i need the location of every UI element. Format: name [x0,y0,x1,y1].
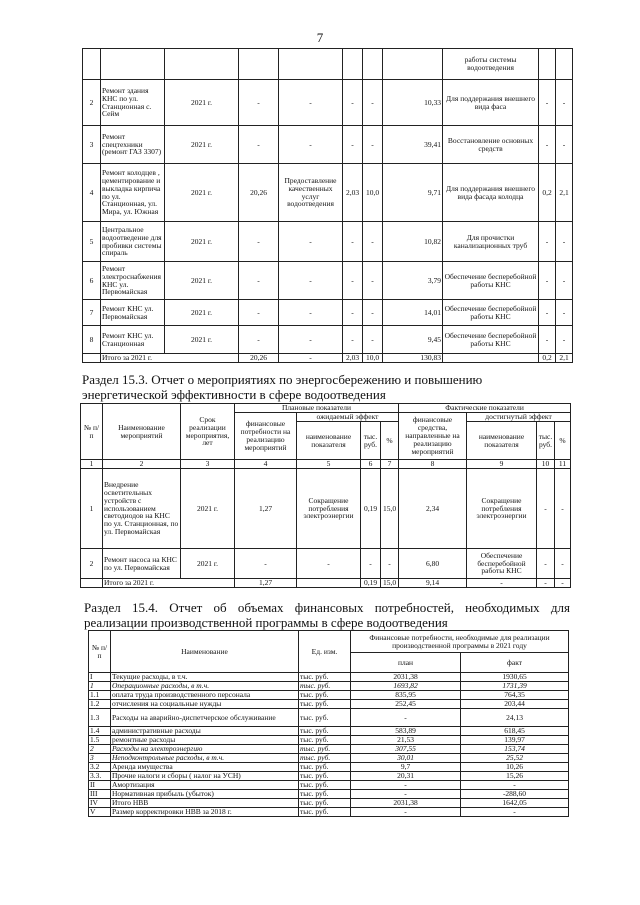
table-cell: - [279,326,343,354]
table-cell: 15,0 [381,469,399,549]
row-name: Размер корректировки НВВ за 2018 г. [111,808,299,817]
table-row [89,682,569,691]
row-term: 2021 г. [181,469,235,549]
table-cell: - [279,222,343,262]
table-cell: - [239,222,279,262]
heading-line: реализации производственной программы в сфере водоотведения [84,615,448,630]
row-plan: 30,01 [351,754,461,763]
row-year: 2021 г. [165,262,239,300]
row-fact: -288,60 [461,790,569,799]
table-cell: - [467,579,537,588]
column-number: 7 [381,460,399,469]
row-name: Ремонт электроснабжения КНС ул. Первомайская [101,262,165,300]
row-number: 3 [89,754,111,763]
table-cell: 15,0 [381,579,399,588]
row-name: Ремонт КНС ул. Станционная [101,326,165,354]
table-cell: - [279,80,343,126]
table-row [83,164,573,222]
row-unit: тыс. руб. [299,763,351,772]
table-cell: 2,34 [399,469,467,549]
table-cell: - [539,300,556,326]
column-number: 2 [103,460,181,469]
table-cell: 0,2 [539,164,556,222]
row-purpose: Восстановление основных средств [443,126,539,164]
row-fact: 618,45 [461,727,569,736]
row-year: 2021 г. [165,164,239,222]
table-cell: - [343,80,363,126]
row-number: 8 [83,326,101,354]
table-cell: - [363,126,383,164]
col-ind-name2: наименование показателя [467,422,537,460]
row-fact: - [461,808,569,817]
table-cell: 130,83 [383,354,443,363]
row-plan: 835,95 [351,691,461,700]
column-number: 11 [555,460,571,469]
row-unit: тыс. руб. [299,781,351,790]
row-fact: 153,74 [461,745,569,754]
table-row [81,549,571,579]
table-cell: - [343,300,363,326]
col-pct: % [381,422,399,460]
table-row [89,736,569,745]
table-cell: - [279,262,343,300]
table-cell: 2,03 [343,354,363,363]
table-row [89,808,569,817]
table-row [89,754,569,763]
row-unit: тыс. руб. [299,673,351,682]
repairs-table [82,48,573,363]
row-unit: тыс. руб. [299,700,351,709]
row-plan: 583,89 [351,727,461,736]
table-cell: 20,26 [239,354,279,363]
table-cell: Сокращение потребления электроэнергии [467,469,537,549]
row-name: ремонтные расходы [111,736,299,745]
row-purpose: Для прочистки канализационных труб [443,222,539,262]
table-cell: - [381,549,399,579]
table-cell: - [343,326,363,354]
row-number: 1.4 [89,727,111,736]
row-unit: тыс. руб. [299,682,351,691]
row-plan: 2031,38 [351,673,461,682]
row-unit: тыс. руб. [299,709,351,727]
table-row [89,763,569,772]
table-cell: - [361,549,381,579]
row-number: 3.3. [89,772,111,781]
col-ind-name: наименование показателя [297,422,361,460]
table-row [89,799,569,808]
table-row [81,460,571,469]
row-name: отчисления на социальные нужды [111,700,299,709]
row-name: Аренда имущества [111,763,299,772]
table-row [89,709,569,727]
row-plan: 307,55 [351,745,461,754]
row-plan: 21,53 [351,736,461,745]
cont-text: работы системы водоотведения [443,49,539,80]
table-cell: Предоставление качественных услуг водоотведения [279,164,343,222]
table-cell: - [537,579,555,588]
row-fact: 764,35 [461,691,569,700]
row-number: I [89,673,111,682]
row-name: Нормативная прибыль (убыток) [111,790,299,799]
heading-line: Раздел 15.3. Отчет о мероприятиях по энергосбережению и повышению [82,372,483,387]
column-number: 6 [361,460,381,469]
table-cell: - [239,126,279,164]
table-row [83,326,573,354]
table-cell: - [343,126,363,164]
table-cell: - [556,222,573,262]
table-cell: - [537,469,555,549]
row-plan: - [351,790,461,799]
row-name: Ремонт здания КНС по ул. Станционная с. Сейм [101,80,165,126]
row-unit: тыс. руб. [299,727,351,736]
row-purpose: Обеспечение бесперебойной работы КНС [443,326,539,354]
table-row [81,469,571,549]
row-year: 2021 г. [165,80,239,126]
table-cell: - [539,326,556,354]
table-cell [443,354,539,363]
row-number: V [89,808,111,817]
table-cell: 0,19 [361,579,381,588]
table-cell: 39,41 [383,126,443,164]
table-row [89,781,569,790]
column-number: 9 [467,460,537,469]
column-number: 5 [297,460,361,469]
table-row [83,354,573,363]
section-15-3-heading [82,372,572,402]
table-cell: - [363,300,383,326]
table-cell: 0,19 [361,469,381,549]
table-cell: - [539,80,556,126]
row-name: Ремонт колодцев , цементирование и выкладка кирпича по ул. Станционная, ул. Мира, ул. Южная [101,164,165,222]
table-row [83,126,573,164]
col-fin-fact: финансовые средства, направленные на реализацию мероприятий [399,413,467,460]
row-number: 3 [83,126,101,164]
col-fin: Финансовые потребности, необходимые для реализации производственной программы в 2021 году [351,631,569,653]
row-fact: - [461,781,569,790]
table-cell: - [343,222,363,262]
row-unit: тыс. руб. [299,799,351,808]
table-cell: 3,79 [383,262,443,300]
financial-needs-table [88,630,569,817]
table-cell: - [363,222,383,262]
row-fact: 1731,39 [461,682,569,691]
table-row [89,700,569,709]
row-purpose: Обеспечение бесперебойной работы КНС [443,262,539,300]
row-unit: тыс. руб. [299,754,351,763]
row-number: 1 [89,682,111,691]
table-row [89,691,569,700]
col-tys: тыс. руб. [361,422,381,460]
column-number: 10 [537,460,555,469]
table-cell: - [556,300,573,326]
row-name: Итого НВВ [111,799,299,808]
heading-line: энергетической эффективности в сфере водоотведения [82,387,386,402]
table-cell: 6,80 [399,549,467,579]
row-name: Ремонт насоса на КНС по ул. Первомайская [103,549,181,579]
col-no: № п/ п [81,404,103,460]
row-name: Расходы на электроэнергию [111,745,299,754]
row-number: 1.1 [89,691,111,700]
section-15-4-heading [84,600,570,630]
table-row [83,80,573,126]
table-cell: - [556,126,573,164]
row-fact: 1642,05 [461,799,569,808]
row-number: 3.2 [89,763,111,772]
row-number: IV [89,799,111,808]
table-cell: - [539,222,556,262]
row-number: 2 [81,549,103,579]
table-cell: - [556,80,573,126]
column-number: 8 [399,460,467,469]
row-number: III [89,790,111,799]
row-fact: 10,26 [461,763,569,772]
row-plan: 2031,38 [351,799,461,808]
col-ach-eff: достигнутый эффект [467,413,571,422]
col-tys2: тыс. руб. [537,422,555,460]
table-row [89,673,569,682]
col-fin-plan: финансовые потребности на реализацию мероприятий [235,413,297,460]
table-cell: - [239,326,279,354]
table-cell: - [363,326,383,354]
column-number: 3 [181,460,235,469]
row-year: 2021 г. [165,326,239,354]
table-cell: - [363,80,383,126]
table-cell: - [555,579,571,588]
table-cell: - [279,126,343,164]
table-cell: Обеспечение бесперебойной работы КНС [467,549,537,579]
row-plan: 252,45 [351,700,461,709]
row-number: 1.5 [89,736,111,745]
row-number: 2 [89,745,111,754]
col-fact: факт [461,653,569,673]
table-row [89,790,569,799]
row-unit: тыс. руб. [299,745,351,754]
heading-line: Раздел 15.4. Отчет об объемах финансовых потребностей, необходимых для [84,600,570,615]
table-cell: - [235,549,297,579]
table-cell: 2,03 [343,164,363,222]
table-cell: 2,1 [556,164,573,222]
table-cell: 1,27 [235,469,297,549]
row-name: Центральное водоотведение для пробивки системы спираль [101,222,165,262]
row-name: оплата труда производственного персонала [111,691,299,700]
table-row [83,49,573,80]
table-cell: 9,45 [383,326,443,354]
row-name: Внедрение осветительных устройств с использованием светодиодов на КНС по ул. Станционная, по ул. Первомайская [103,469,181,549]
table-row [89,727,569,736]
row-year: 2021 г. [165,300,239,326]
table-cell: - [343,262,363,300]
table-cell: - [555,549,571,579]
table-cell: - [279,300,343,326]
row-name: Текущие расходы, в т.ч. [111,673,299,682]
table-cell: Сокращение потребления электроэнергии [297,469,361,549]
row-number: 1.3 [89,709,111,727]
row-unit: тыс. руб. [299,772,351,781]
row-name: административные расходы [111,727,299,736]
row-number: II [89,781,111,790]
col-plan: план [351,653,461,673]
table-cell: - [556,326,573,354]
row-number: 2 [83,80,101,126]
table-cell: 9,14 [399,579,467,588]
table-cell: - [239,262,279,300]
page-number: 7 [316,30,324,45]
row-name: Ремонт КНС ул. Первомайская [101,300,165,326]
col-exp-eff: ожидаемый эффект [297,413,399,422]
table-row [89,772,569,781]
row-fact: 203,44 [461,700,569,709]
table-cell: - [239,300,279,326]
row-fact: 139,97 [461,736,569,745]
row-number: 6 [83,262,101,300]
table-cell: 1,27 [235,579,297,588]
row-name: Амортизация [111,781,299,790]
energy-saving-table [80,403,571,588]
row-name: Расходы на аварийно-диспетчерское обслуживание [111,709,299,727]
table-cell: 10,0 [363,354,383,363]
total-label: Итого за 2021 г. [101,354,239,363]
table-cell: - [297,549,361,579]
table-row [89,745,569,754]
table-row [81,579,571,588]
row-name: Ремонт спецтехники (ремонт ГАЗ 3307) [101,126,165,164]
table-cell: - [539,262,556,300]
col-plan: Плановые показатели [235,404,399,413]
row-number: 1.2 [89,700,111,709]
row-plan: 20,31 [351,772,461,781]
row-number: 4 [83,164,101,222]
col-no: № п/п [89,631,111,673]
row-number: 5 [83,222,101,262]
row-number: 7 [83,300,101,326]
col-fact: Фактические показатели [399,404,571,413]
col-term: Срок реализации мероприятия, лет [181,404,235,460]
row-plan: - [351,781,461,790]
col-pct2: % [555,422,571,460]
column-number: 4 [235,460,297,469]
table-cell: - [363,262,383,300]
table-cell: 10,0 [363,164,383,222]
row-term: 2021 г. [181,549,235,579]
row-fact: 15,26 [461,772,569,781]
table-row [83,262,573,300]
table-cell: 0,2 [539,354,556,363]
row-name: Прочие налоги и сборы ( налог на УСН) [111,772,299,781]
row-year: 2021 г. [165,222,239,262]
table-row [83,300,573,326]
table-cell: - [555,469,571,549]
table-cell: - [539,126,556,164]
row-purpose: Для поддержания внешнего вида фаса [443,80,539,126]
row-unit: тыс. руб. [299,790,351,799]
row-fact: 24,13 [461,709,569,727]
row-purpose: Обеспечение бесперебойной работы КНС [443,300,539,326]
row-fact: 25,52 [461,754,569,763]
table-cell: - [556,262,573,300]
row-plan: 1693,82 [351,682,461,691]
row-unit: тыс. руб. [299,691,351,700]
table-cell: - [537,549,555,579]
row-plan: - [351,808,461,817]
col-name: Наименование [111,631,299,673]
row-name: Операционные расходы, в т.ч. [111,682,299,691]
table-cell: - [279,354,343,363]
row-fact: 1930,65 [461,673,569,682]
table-cell: 10,82 [383,222,443,262]
table-cell: 14,01 [383,300,443,326]
row-unit: тыс. руб. [299,736,351,745]
row-year: 2021 г. [165,126,239,164]
row-plan: 9,7 [351,763,461,772]
total-label: Итого за 2021 г. [103,579,235,588]
column-number: 1 [81,460,103,469]
table-cell: 20,26 [239,164,279,222]
table-cell: 10,33 [383,80,443,126]
row-purpose: Для поддержания внешнего вида фасада колодца [443,164,539,222]
row-name: Неподконтрольные расходы, в т.ч. [111,754,299,763]
col-name: Наименование мероприятий [103,404,181,460]
row-unit: тыс. руб. [299,808,351,817]
table-cell: 9,71 [383,164,443,222]
table-cell: - [239,80,279,126]
table-row [83,222,573,262]
table-cell: 2,1 [556,354,573,363]
col-unit: Ед. изм. [299,631,351,673]
row-plan: - [351,709,461,727]
row-number: 1 [81,469,103,549]
